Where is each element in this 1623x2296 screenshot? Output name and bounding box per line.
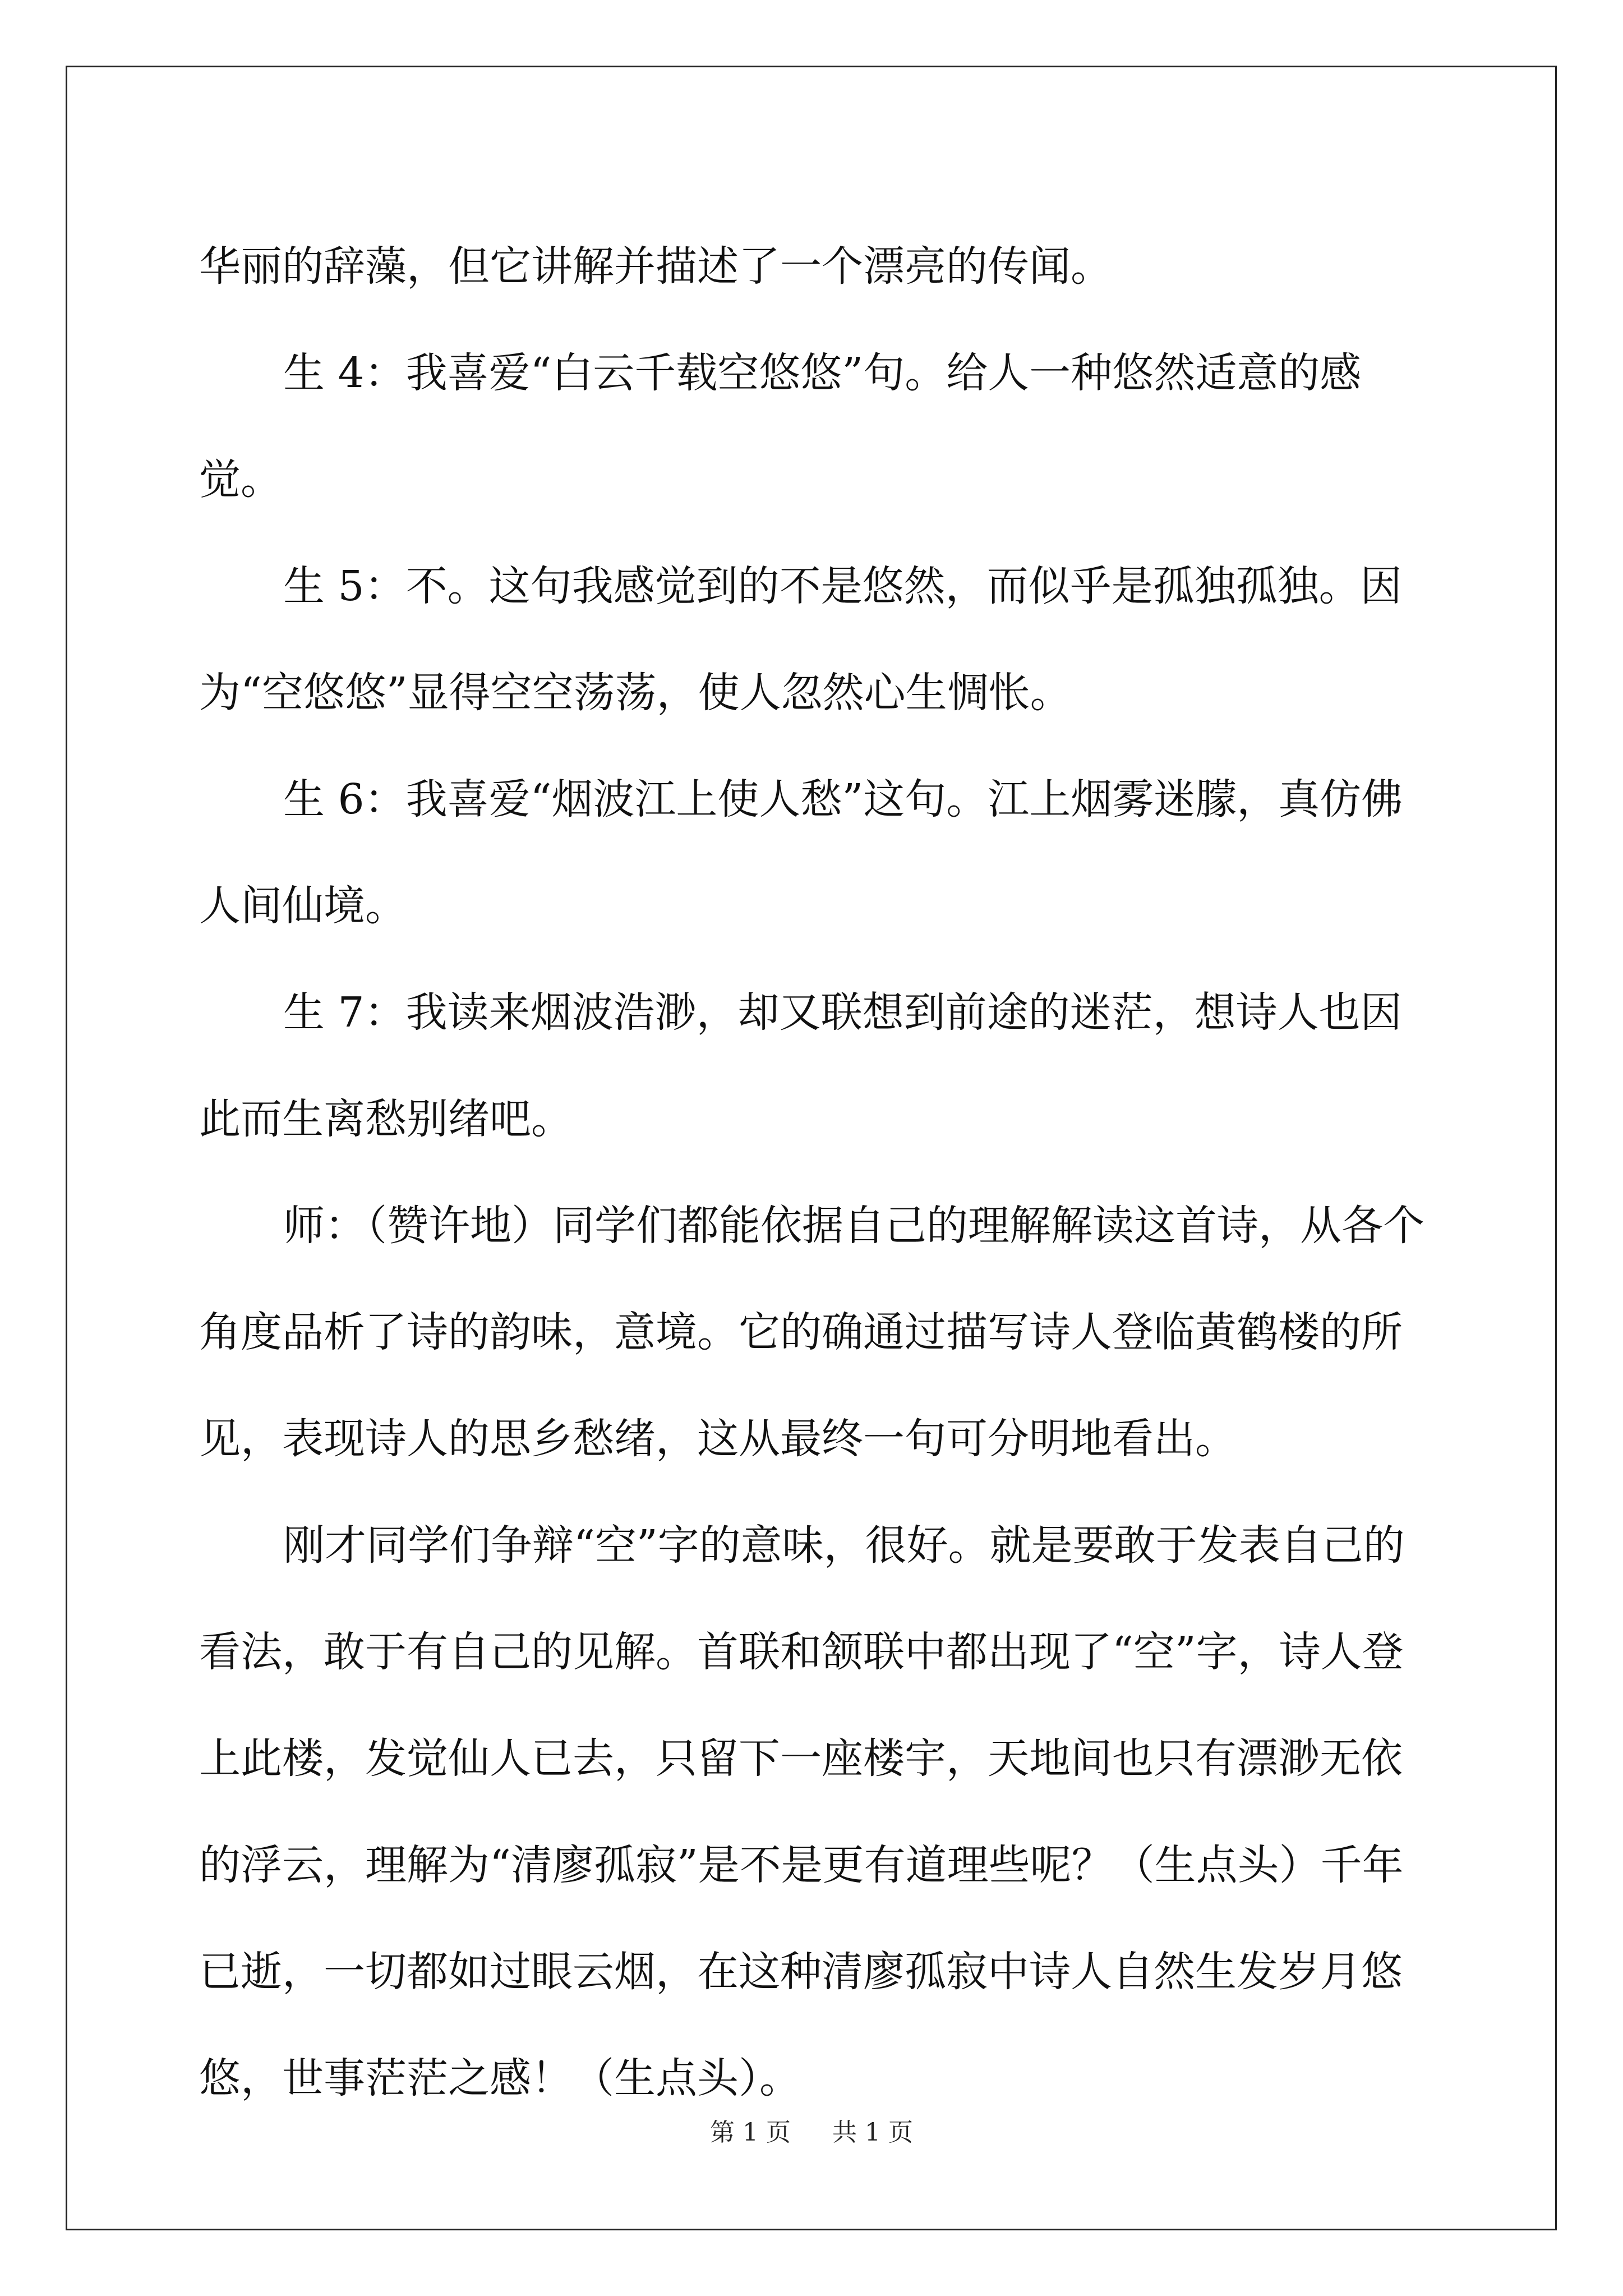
page-footer bbox=[0, 2112, 1623, 2148]
paragraph: 师：（赞许地）同学们都能依据自己的理解解读这首诗，从各个角度品析了诗的韵味，意境。它的确通过描写诗人登临黄鹤楼的所见，表现诗人的思乡愁绪，这从最终一句可分明地看出。 bbox=[199, 1202, 1424, 1463]
paragraph: 生 5：不。这句我感觉到的不是悠然，而似乎是孤独孤独。因为“空悠悠”显得空空荡荡，使人忽然心生惆怅。 bbox=[199, 562, 1402, 717]
page-number: 第 1 页 bbox=[710, 2118, 791, 2147]
document-body bbox=[199, 213, 1427, 2132]
page-total: 共 1 页 bbox=[832, 2118, 913, 2147]
paragraph: 刚才同学们争辩“空”字的意味，很好。就是要敢于发表自己的看法，敢于有自己的见解。首联和颔联中都出现了“空”字，诗人登上此楼，发觉仙人已去，只留下一座楼宇，天地间也只有漂渺无依的浮云，理解为“清廖孤寂”是不是更有道理些呢？（生点头）千年已逝，一切都如过眼云烟，在这种清廖孤寂中诗人自然生发岁月悠悠，世事茫茫之感！（生点头）。 bbox=[199, 1521, 1405, 2102]
paragraph: 生 6：我喜爱“烟波江上使人愁”这句。江上烟雾迷朦，真仿佛人间仙境。 bbox=[199, 775, 1403, 930]
paragraph: 生 4：我喜爱“白云千载空悠悠”句。给人一种悠然适意的感觉。 bbox=[199, 349, 1362, 504]
paragraph: 华丽的辞藻，但它讲解并描述了一个漂亮的传闻。 bbox=[199, 242, 1112, 291]
paragraph: 生 7：我读来烟波浩渺，却又联想到前途的迷茫，想诗人也因此而生离愁别绪吧。 bbox=[199, 988, 1402, 1143]
